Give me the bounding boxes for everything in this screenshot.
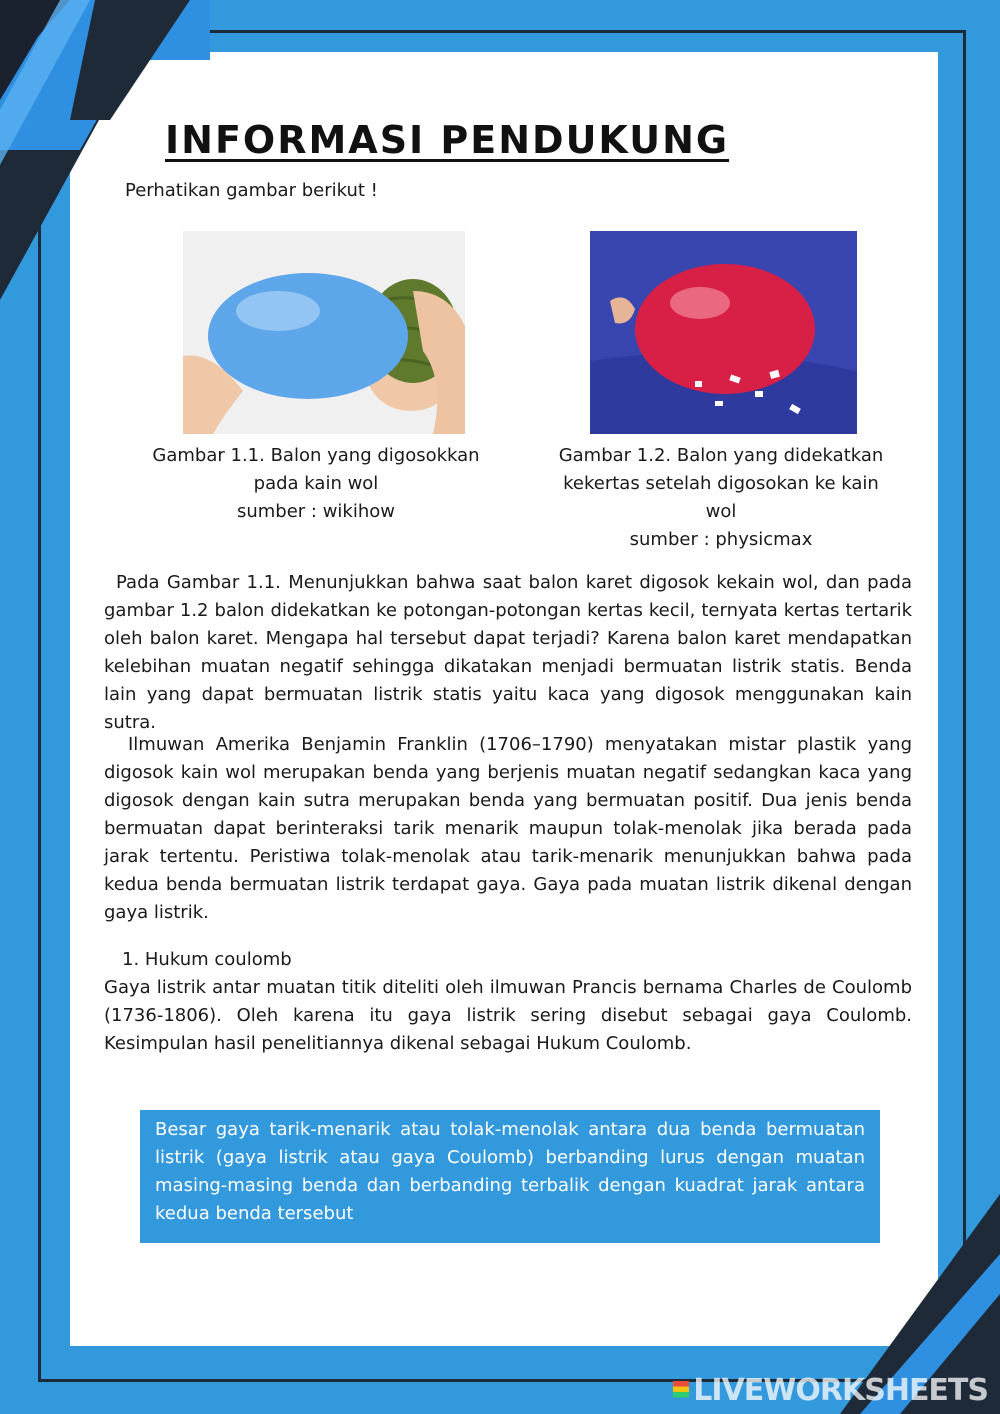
paragraph-franklin: Ilmuwan Amerika Benjamin Franklin (1706–1790) menyatakan mistar plastik yang digosok kain wol merupakan benda yang berjenis muatan negatif sedangkan kaca yang digosok dengan kain sutra merupakan benda yang bermuatan positif. Dua jenis benda bermuatan dapat berinteraksi tarik menarik maupun tolak-menolak jika berada pada jarak tertentu. Peristiwa tolak-menolak atau tarik-menarik menunjukkan bahwa pada kedua benda bermuatan listrik terdapat gaya. Gaya pada muatan listrik dikenal dengan gaya listrik. — [104, 734, 912, 923]
page-title: INFORMASI PENDUKUNG — [165, 118, 730, 162]
balloon-wool-photo — [183, 231, 465, 434]
liveworksheets-logo-icon — [673, 1381, 689, 1403]
liveworksheets-watermark — [673, 1373, 988, 1408]
figure-1-source: sumber : wikihow — [236, 501, 396, 522]
figure-2-source: sumber : physicmax — [629, 529, 813, 550]
figure-2-caption — [556, 442, 886, 554]
paragraph-static-electricity: Pada Gambar 1.1. Menunjukkan bahwa saat balon karet digosok kekain wol, dan pada gambar 1.2 balon didekatkan ke potongan-potongan kertas kecil, ternyata kertas tertarik oleh balon karet. Mengapa hal tersebut dapat terjadi? Karena balon karet mendapatkan kelebihan muatan negatif sehingga dikatakan menjadi bermuatan listrik statis. Benda lain yang dapat bermuatan listrik statis yaitu kaca yang digosok menggunakan kain sutra. — [104, 572, 912, 733]
section-heading-coulomb: 1. Hukum coulomb — [122, 949, 292, 970]
figure-2-caption-line1: Gambar 1.2. Balon yang didekatkan — [558, 445, 884, 466]
figure-1-caption-line1: Gambar 1.1. Balon yang digosokkan — [152, 445, 480, 466]
balloon-paper-photo — [590, 231, 857, 434]
figure-1-caption — [150, 442, 482, 526]
figure-2-caption-line2: kekertas setelah digosokan ke kain — [563, 473, 879, 494]
figure-2-caption-line3: wol — [705, 501, 737, 522]
intro-text: Perhatikan gambar berikut ! — [125, 180, 378, 201]
infobox-text: Besar gaya tarik-menarik atau tolak-menolak antara dua benda bermuatan listrik (gaya listrik atau gaya Coulomb) berbanding lurus dengan muatan masing-masing benda dan berbanding terbalik dengan kuadrat jarak antara kedua benda tersebut — [155, 1119, 865, 1224]
paragraph-coulomb: Gaya listrik antar muatan titik diteliti oleh ilmuwan Prancis bernama Charles de Coulomb (1736-1806). Oleh karena itu gaya listrik sering disebut sebagai gaya Coulomb. Kesimpulan hasil penelitiannya dikenal sebagai Hukum Coulomb. — [104, 977, 912, 1054]
coulomb-law-infobox — [140, 1110, 880, 1243]
figure-1-caption-line2: pada kain wol — [253, 473, 379, 494]
watermark-text: LIVEWORKSHEETS — [693, 1373, 988, 1408]
